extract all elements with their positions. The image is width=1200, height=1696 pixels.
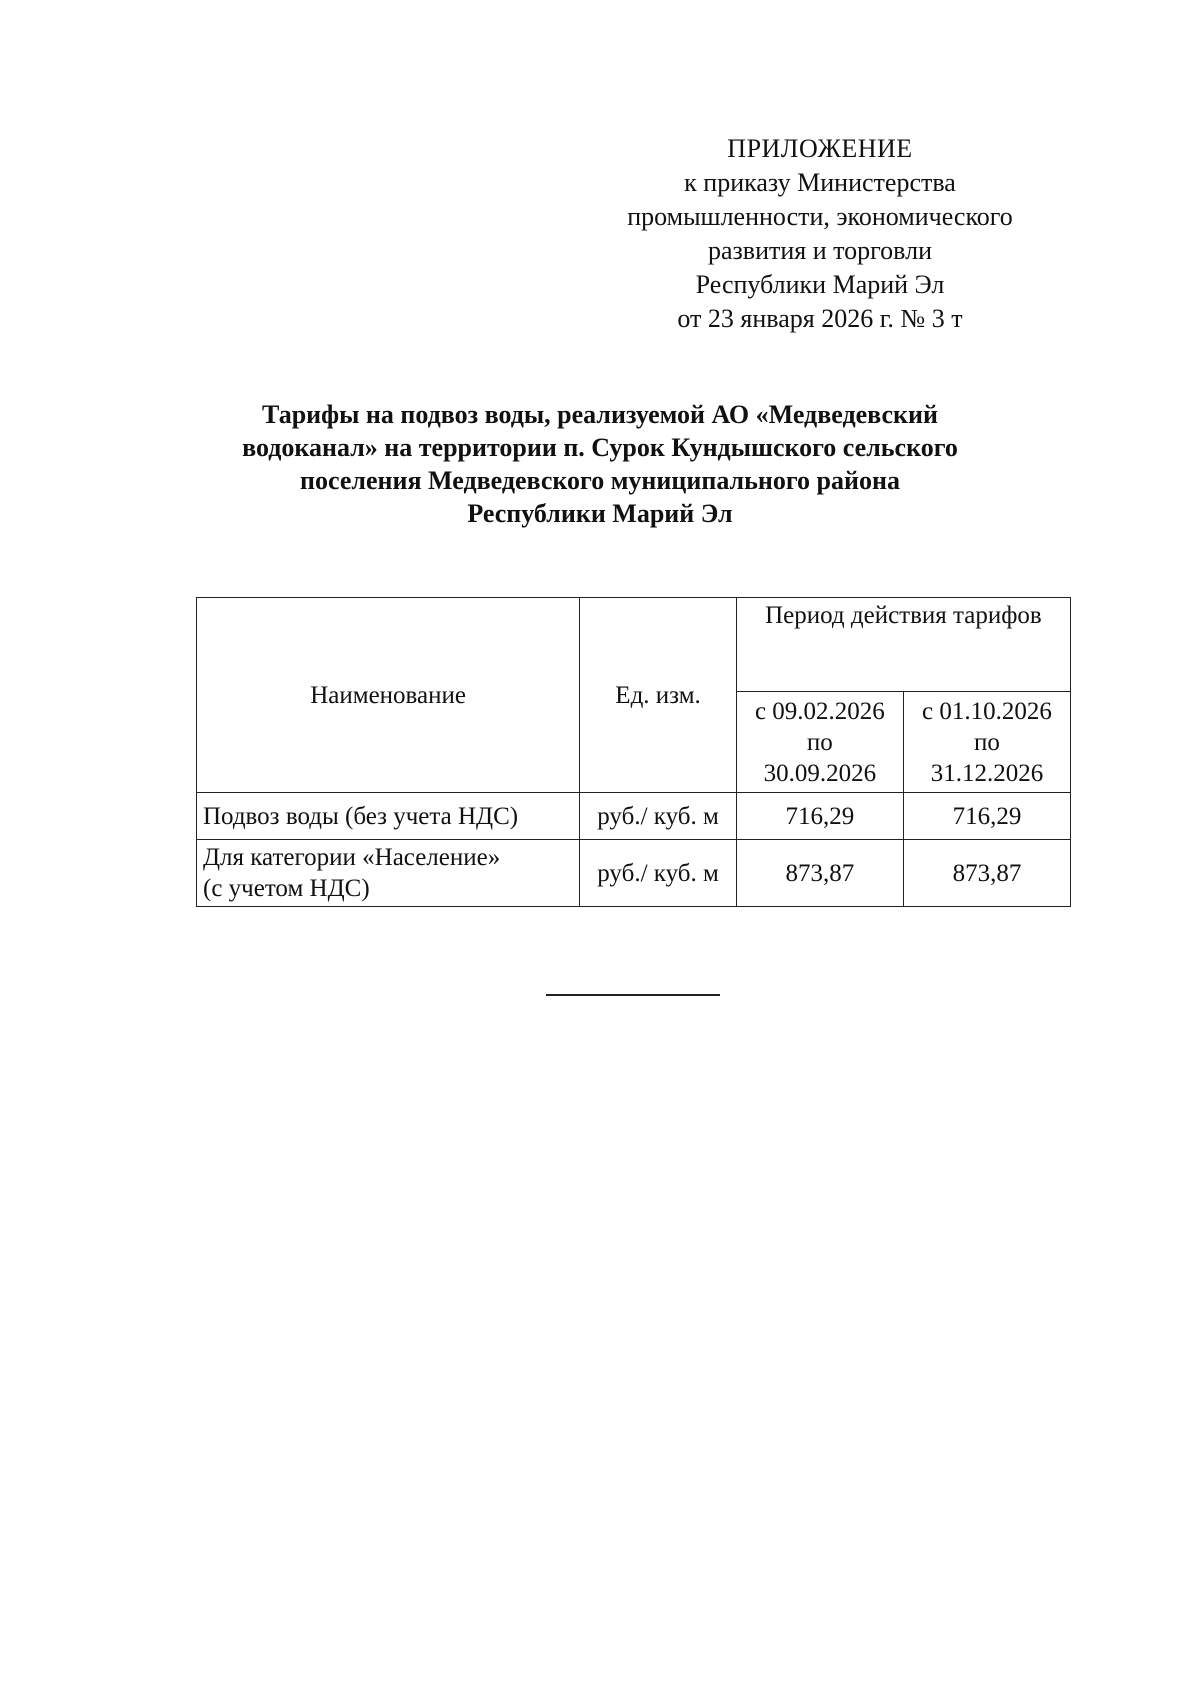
header-period-1: [736, 692, 903, 793]
table-row: [197, 793, 1071, 840]
end-divider: [546, 994, 720, 996]
period-to-date: 31.12.2026: [930, 759, 1044, 787]
appendix-heading: ПРИЛОЖЕНИЕ: [727, 134, 913, 163]
row-value-period-1: 873,87: [736, 840, 903, 907]
appendix-line: к приказу Министерства: [684, 168, 956, 197]
row-unit: руб./ куб. м: [580, 840, 737, 907]
title-line: поселения Медведевского муниципального района: [300, 466, 900, 495]
row-name-line: Для категории «Население»: [203, 844, 501, 871]
row-value-period-2: 873,87: [903, 840, 1070, 907]
row-value-period-2: 716,29: [903, 793, 1070, 840]
document-title: [200, 398, 1000, 530]
row-name-line: Подвоз воды (без учета НДС): [203, 802, 519, 830]
appendix-date-number: от 23 января 2026 г. № 3 т: [677, 304, 963, 333]
appendix-line: промышленности, экономического: [627, 202, 1013, 231]
period-from: с 01.10.2026: [922, 697, 1052, 725]
period-to-word: по: [974, 728, 1000, 756]
row-unit: руб./ куб. м: [580, 793, 737, 840]
title-line: Республики Марий Эл: [467, 499, 733, 528]
header-period-2: [903, 692, 1070, 793]
row-value-period-1: 716,29: [736, 793, 903, 840]
header-period: Период действия тарифов: [736, 598, 1070, 692]
period-to-date: 30.09.2026: [763, 759, 877, 787]
appendix-line: Республики Марий Эл: [695, 270, 945, 299]
row-name: [197, 793, 580, 840]
row-name: [197, 840, 580, 907]
period-from: с 09.02.2026: [754, 697, 885, 725]
appendix-block: [560, 132, 1080, 336]
table-row: [197, 840, 1071, 907]
tariff-table: [196, 597, 1071, 907]
row-name-line: (с учетом НДС): [203, 875, 370, 902]
appendix-line: развития и торговли: [707, 236, 932, 265]
table-header-row: [197, 598, 1071, 692]
header-unit: Ед. изм.: [580, 598, 737, 793]
title-line: Тарифы на подвоз воды, реализуемой АО «Медведевский: [262, 400, 938, 429]
title-line: водоканал» на территории п. Сурок Кундышского сельского: [242, 433, 958, 462]
header-name: Наименование: [197, 598, 580, 793]
period-to-word: по: [806, 728, 833, 756]
